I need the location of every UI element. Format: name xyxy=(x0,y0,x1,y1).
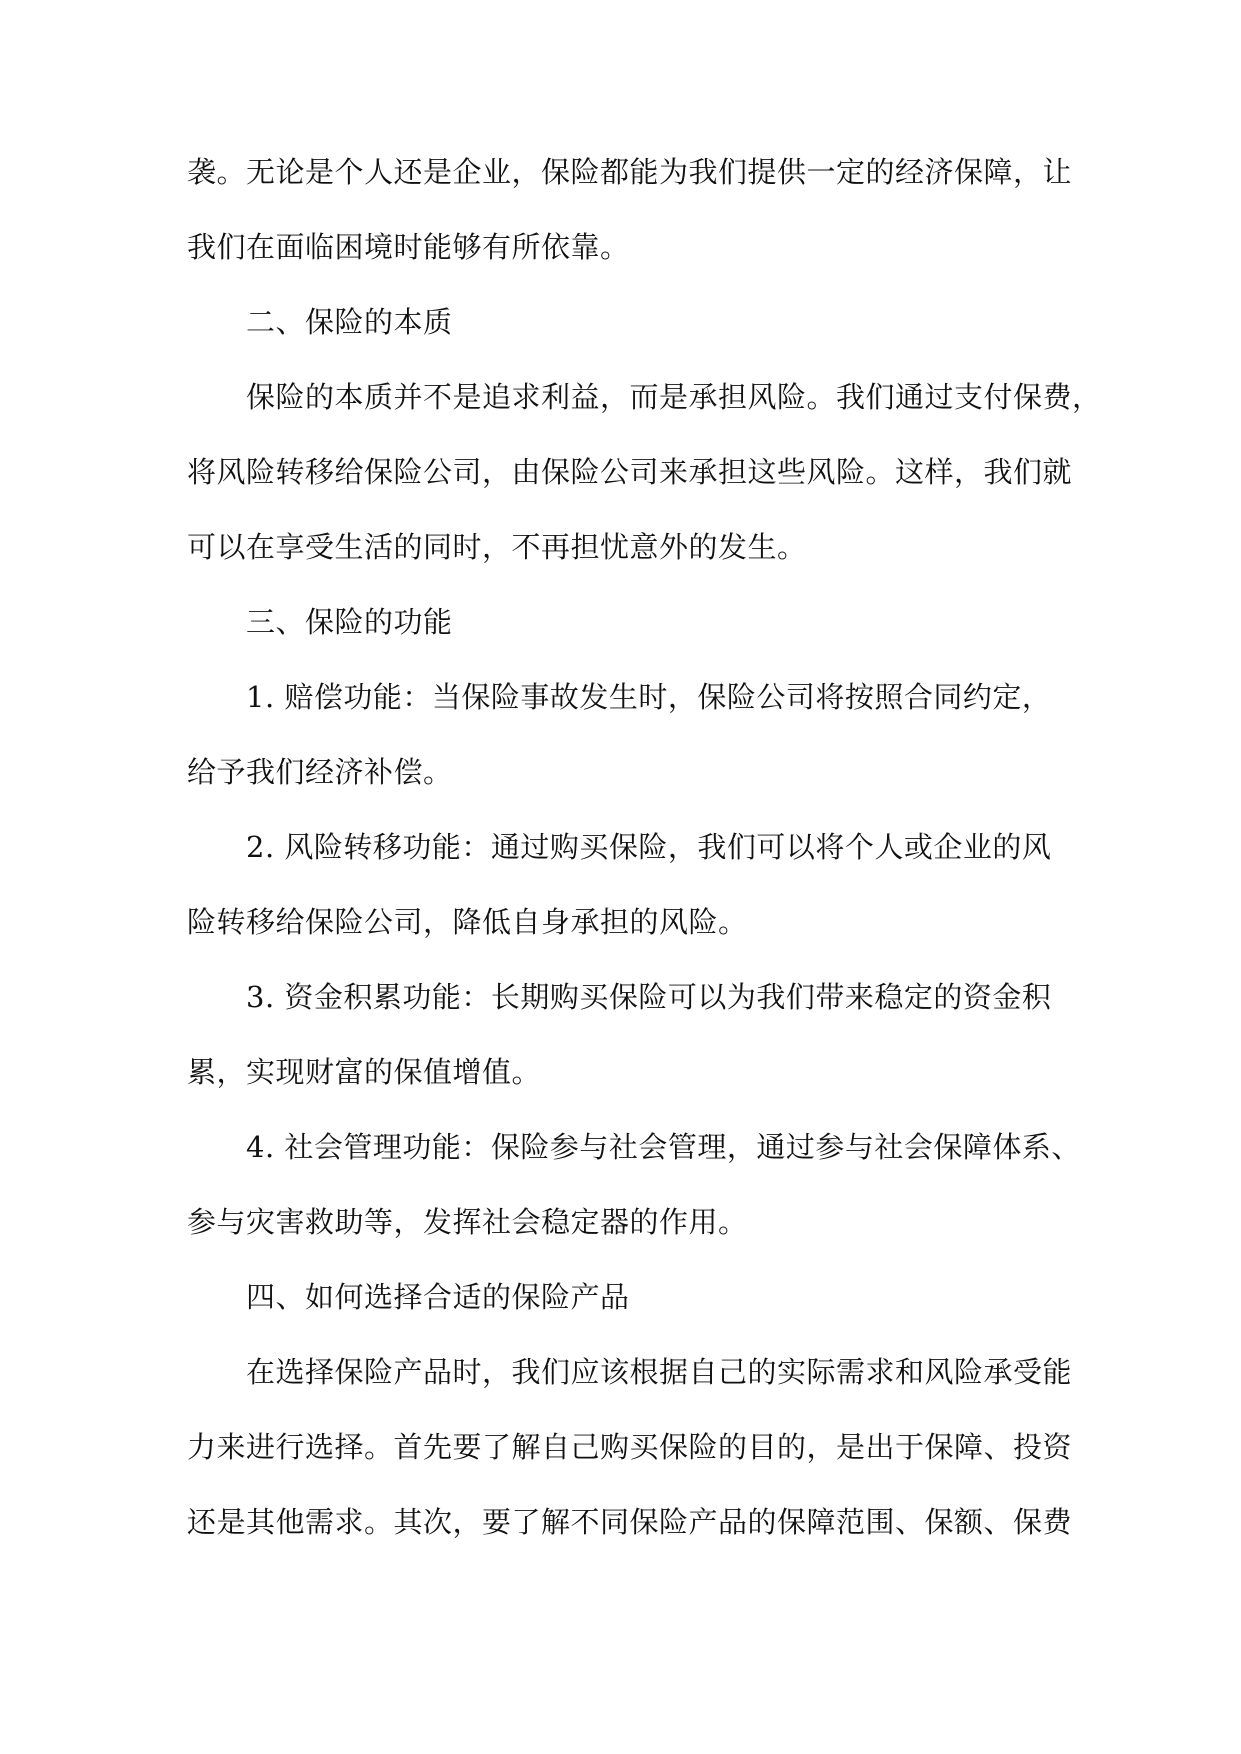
list-item: 3. 资金积累功能：长期购买保险可以为我们带来稳定的资金积 xyxy=(246,980,1052,1014)
list-item: 4. 社会管理功能：保险参与社会管理，通过参与社会保障体系、 xyxy=(246,1130,1081,1164)
list-item: 2. 风险转移功能：通过购买保险，我们可以将个人或企业的风 xyxy=(246,830,1052,864)
section-heading: 二、保险的本质 xyxy=(246,305,453,339)
paragraph-line: 我们在面临困境时能够有所依靠。 xyxy=(187,230,630,264)
section-heading: 三、保险的功能 xyxy=(246,605,453,639)
paragraph-line: 保险的本质并不是追求利益，而是承担风险。我们通过支付保费， xyxy=(246,380,1102,414)
paragraph-line: 参与灾害救助等，发挥社会稳定器的作用。 xyxy=(187,1205,748,1239)
paragraph-line: 累，实现财富的保值增值。 xyxy=(187,1055,542,1089)
paragraph-line: 还是其他需求。其次，要了解不同保险产品的保障范围、保额、保费 xyxy=(187,1505,1073,1539)
paragraph-line: 给予我们经济补偿。 xyxy=(187,755,453,789)
paragraph-line: 险转移给保险公司，降低自身承担的风险。 xyxy=(187,905,748,939)
paragraph-line: 在选择保险产品时，我们应该根据自己的实际需求和风险承受能 xyxy=(246,1355,1073,1389)
paragraph-line: 袭。无论是个人还是企业，保险都能为我们提供一定的经济保障，让 xyxy=(187,155,1073,189)
paragraph-line: 可以在享受生活的同时，不再担忧意外的发生。 xyxy=(187,530,807,564)
paragraph-line: 将风险转移给保险公司，由保险公司来承担这些风险。这样，我们就 xyxy=(187,455,1073,489)
list-item: 1. 赔偿功能：当保险事故发生时，保险公司将按照合同约定， xyxy=(246,680,1052,714)
section-heading: 四、如何选择合适的保险产品 xyxy=(246,1280,630,1314)
paragraph-line: 力来进行选择。首先要了解自己购买保险的目的，是出于保障、投资 xyxy=(187,1430,1073,1464)
